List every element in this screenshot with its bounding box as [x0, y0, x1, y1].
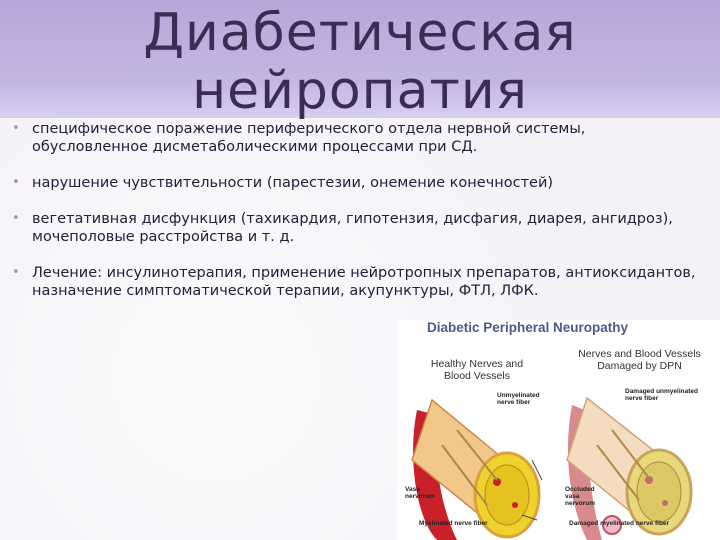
healthy-heading: Healthy Nerves and Blood Vessels — [430, 358, 524, 382]
damaged-heading: Nerves and Blood Vessels Damaged by DPN — [578, 348, 701, 372]
label-vasa-nervorum: Vasa nervorum — [405, 486, 435, 500]
bullet-dot-icon: • — [12, 121, 20, 136]
bullet-item — [12, 264, 702, 300]
damaged-nerve-drawing — [567, 398, 691, 540]
bullet-list — [12, 120, 702, 318]
bullet-text: вегетативная дисфункция (тахикардия, гипотензия, дисфагия, диарея, ангидроз), мочеполовые расстройства и т. д. — [32, 211, 673, 245]
bullet-dot-icon: • — [12, 175, 20, 190]
label-unmyelinated: Unmyelinated nerve fiber — [497, 392, 540, 406]
label-damaged-myelinated: Damaged myelinated nerve fiber — [569, 520, 670, 527]
bullet-text: нарушение чувствительности (парестезии, онемение конечностей) — [32, 175, 554, 191]
slide-title: Диабетическая нейропатия — [143, 3, 577, 121]
label-damaged-unmyelinated: Damaged unmyelinated nerve fiber — [625, 388, 698, 402]
bullet-item — [12, 174, 702, 192]
neuropathy-illustration — [397, 320, 720, 540]
bullet-item — [12, 120, 702, 156]
bullet-text: Лечение: инсулинотерапия, применение нейротропных препаратов, антиоксидантов, назначение симптоматической терапии, акупунктуры, ФТЛ, ЛФК. — [32, 265, 696, 299]
bullet-item — [12, 210, 702, 246]
bullet-dot-icon: • — [12, 211, 20, 226]
healthy-nerve-drawing — [412, 400, 542, 540]
bullet-text: специфическое поражение периферического отдела нервной системы, обусловленное дисметаболическими процессами при СД. — [32, 121, 586, 155]
label-occluded-vasa: Occluded vasa nervorum — [565, 486, 595, 507]
figure-title: Diabetic Peripheral Neuropathy — [427, 320, 629, 335]
bullet-dot-icon: • — [12, 265, 20, 280]
label-myelinated: Myelinated nerve fiber — [419, 520, 488, 527]
